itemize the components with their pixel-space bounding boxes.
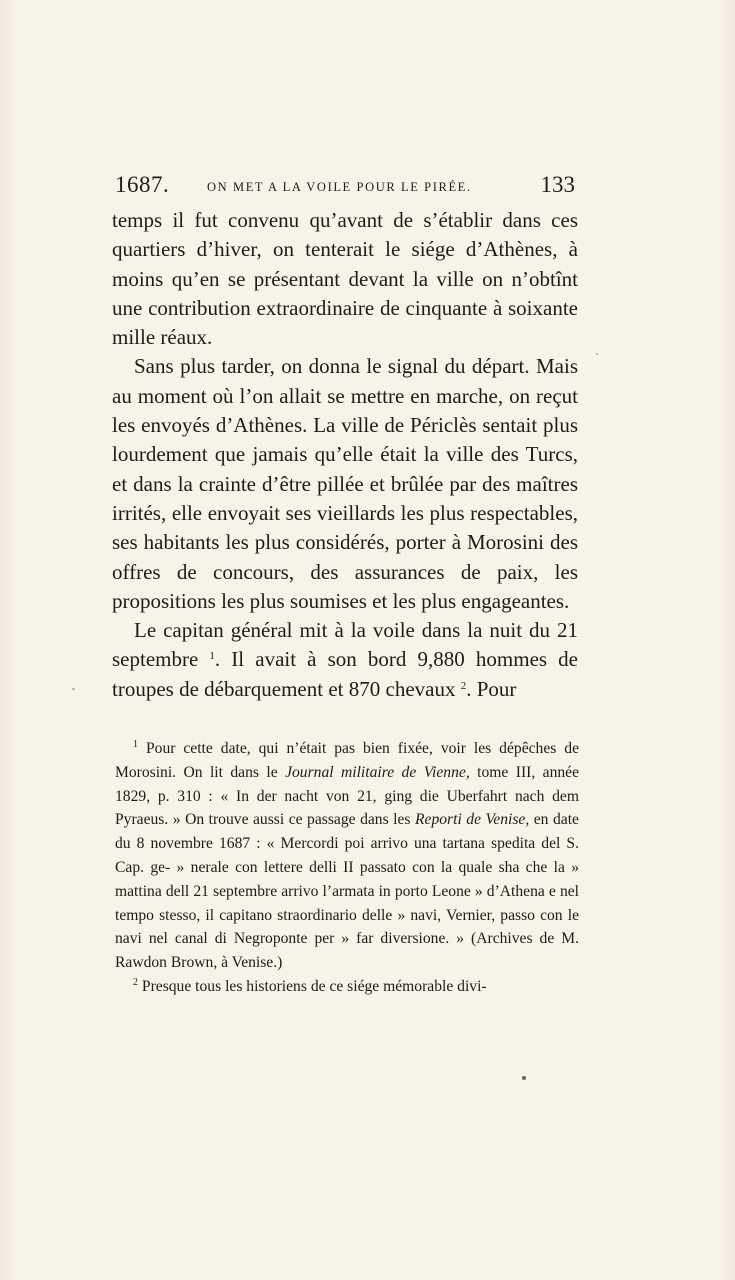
footnote-1-marker: 1 <box>133 739 138 750</box>
paper-speck <box>522 1076 526 1080</box>
footnote-ref-2: 2 <box>460 679 467 692</box>
footnote-1-text-a: Pour cette date, qui n’était pas bien fixée, voir les dépêches de Morosini. On lit dans le <box>115 740 579 781</box>
footnote-1-text-b: tome III, année 1829, p. 310 : « In der nacht von 21, ging die Uberfahrt nach dem Pyraeus. » On trouve aussi ce passage dans les <box>115 763 580 829</box>
paragraph-3-text-b: . Il avait à son bord 9,880 hommes de troupes de débarquement et 870 chevaux <box>112 647 579 701</box>
header-year: 1687. <box>115 172 170 197</box>
footnote-2-text: Presque tous les historiens de ce siége mémorable divi- <box>141 977 487 995</box>
paragraph-2: Sans plus tarder, on donna le signal du départ. Mais au moment où l’on allait se mettre en marche, on reçut les envoyés d’Athènes. La ville de Périclès sentait plus lourdement que jamais qu’elle était la ville des Turcs, et dans la crainte d’être pillée et brûlée par des maîtres irrités, elle envoyait ses vieillards les plus respectables, ses habitants les plus considérés, porter à Morosini des offres de concours, des assurances de paix, les propositions les plus soumises et les plus engageantes. <box>112 354 578 613</box>
paragraph-3-text-c: . Pour <box>466 676 517 701</box>
page-number: 133 <box>540 172 575 197</box>
paper-speck <box>72 688 75 690</box>
footnote-1 <box>115 737 579 975</box>
footnote-2-marker: 2 <box>133 976 138 988</box>
main-text <box>112 206 578 704</box>
footnote-2 <box>115 975 579 999</box>
footnote-ref-1: 1 <box>209 650 215 663</box>
footnotes <box>115 737 579 999</box>
footnote-1-text-c: en date du 8 novembre 1687 : « Mercordi poi arrivo una tartana spedita del S. Cap. ge- » nerale con lettere delli II passato con la quale sha che la » mattina dell 21 septembre arrivo l’armata in porto Leone » d’Athena e nel tempo stesso, il capitano straordinario delle » navi, Vernier, passo con le navi nel canal di Negroponte per » far diversione. » (Archives de M. Rawdon Brown, à Venise.) <box>115 811 579 972</box>
paragraph-1: temps il fut convenu qu’avant de s’établir dans ces quartiers d’hiver, on tenterait le siége d’Athènes, à moins qu’en se présentant devant la ville on n’obtînt une contribution extraordinaire de cinquante à soixante mille réaux. <box>112 208 578 350</box>
paragraph-3-text-a: Le capitan général mit à la voile dans la nuit du 21 septembre <box>112 618 578 672</box>
paragraph-3 <box>112 616 578 704</box>
footnote-1-journal-title: Journal militaire de Vienne, <box>285 763 470 781</box>
paper-speck <box>596 353 598 355</box>
footnote-1-reporti-title: Reporti de Venise, <box>415 811 530 829</box>
running-header <box>115 172 575 202</box>
header-title: ON MET A LA VOILE POUR LE PIRÉE. <box>207 180 472 194</box>
